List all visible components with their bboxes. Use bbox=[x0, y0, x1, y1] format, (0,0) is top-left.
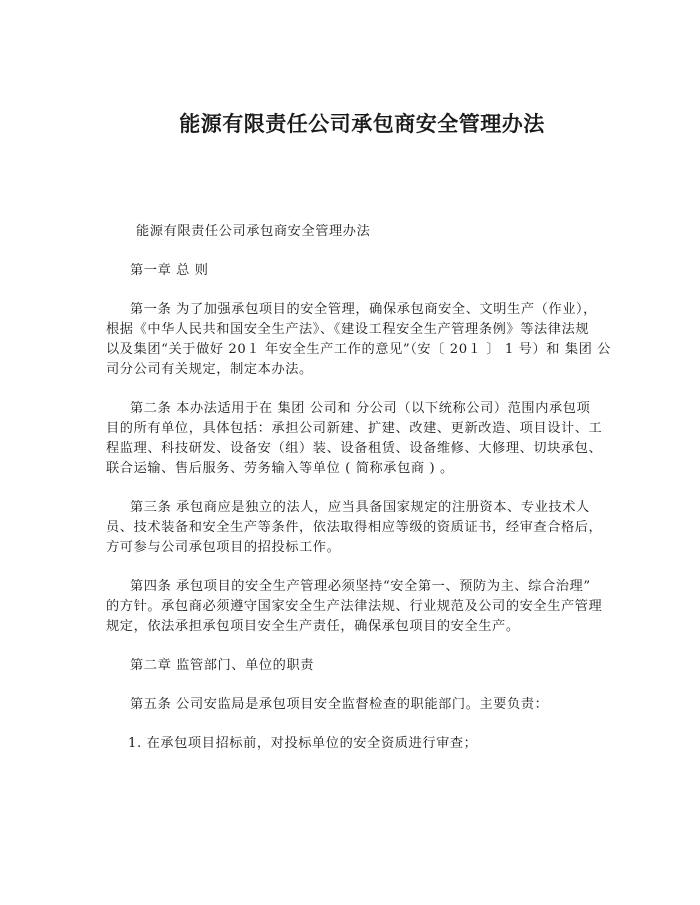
article-line: 根据《中华人民共和国安全生产法》、《建设工程安全生产管理条例》等法律法规 bbox=[106, 322, 590, 337]
list-item: 1. 在承包项目招标前，对投标单位的安全资质进行审查； bbox=[128, 736, 478, 751]
article-line: 第一条 为了加强承包项目的安全管理，确保承包商安全、文明生产（作业）， bbox=[130, 302, 597, 317]
article-line: 规定，依法承担承包项目安全生产责任，确保承包项目的安全生产。 bbox=[106, 619, 520, 634]
article-line: 第三条 承包商应是独立的法人，应当具备国家规定的注册资本、专业技术人 bbox=[130, 500, 590, 515]
article-line: 的方针。承包商必须遵守国家安全生产法律法规、行业规范及公司的安全生产管理 bbox=[106, 599, 603, 614]
document-title: 能源有限责任公司承包商安全管理办法 bbox=[179, 112, 545, 136]
article-line: 司分公司有关规定，制定本办法。 bbox=[106, 362, 313, 377]
chapter-heading-2: 第二章 监管部门、单位的职责 bbox=[130, 658, 315, 673]
article-line: 第二条 本办法适用于在 集团 公司和 分公司（以下统称公司）范围内承包项 bbox=[130, 401, 591, 416]
article-line: 以及集团“关于做好 20１ 年安全生产工作的意见”（安〔 20１ 〕 1 号）和 集团 公 bbox=[106, 342, 611, 357]
article-line: 员、技术装备和安全生产等条件，依法取得相应等级的资质证书，经审查合格后， bbox=[106, 520, 603, 535]
article-line: 联合运输、售后服务、劳务输入等单位 ( 简称承包商 ) 。 bbox=[106, 461, 454, 476]
document-body bbox=[106, 222, 611, 773]
article-line: 程监理、科技研发、设备安（组）装、设备租赁、设备维修、大修理、切块承包、 bbox=[106, 441, 603, 456]
article-4 bbox=[106, 577, 606, 637]
article-3 bbox=[106, 498, 606, 558]
article-line: 方可参与公司承包项目的招投标工作。 bbox=[106, 540, 341, 555]
document-subtitle: 能源有限责任公司承包商安全管理办法 bbox=[136, 224, 371, 239]
chapter-heading-1: 第一章 总 则 bbox=[130, 263, 209, 278]
article-line: 目的所有单位，具体包括：承担公司新建、扩建、改建、更新改造、项目设计、工 bbox=[106, 421, 603, 436]
article-2 bbox=[106, 399, 606, 479]
article-line: 第四条 承包项目的安全生产管理必须坚持“安全第一、预防为主、综合治理” bbox=[130, 579, 591, 594]
article-5: 第五条 公司安监局是承包项目安全监督检查的职能部门。主要负责： bbox=[130, 697, 549, 712]
article-1 bbox=[106, 300, 611, 380]
